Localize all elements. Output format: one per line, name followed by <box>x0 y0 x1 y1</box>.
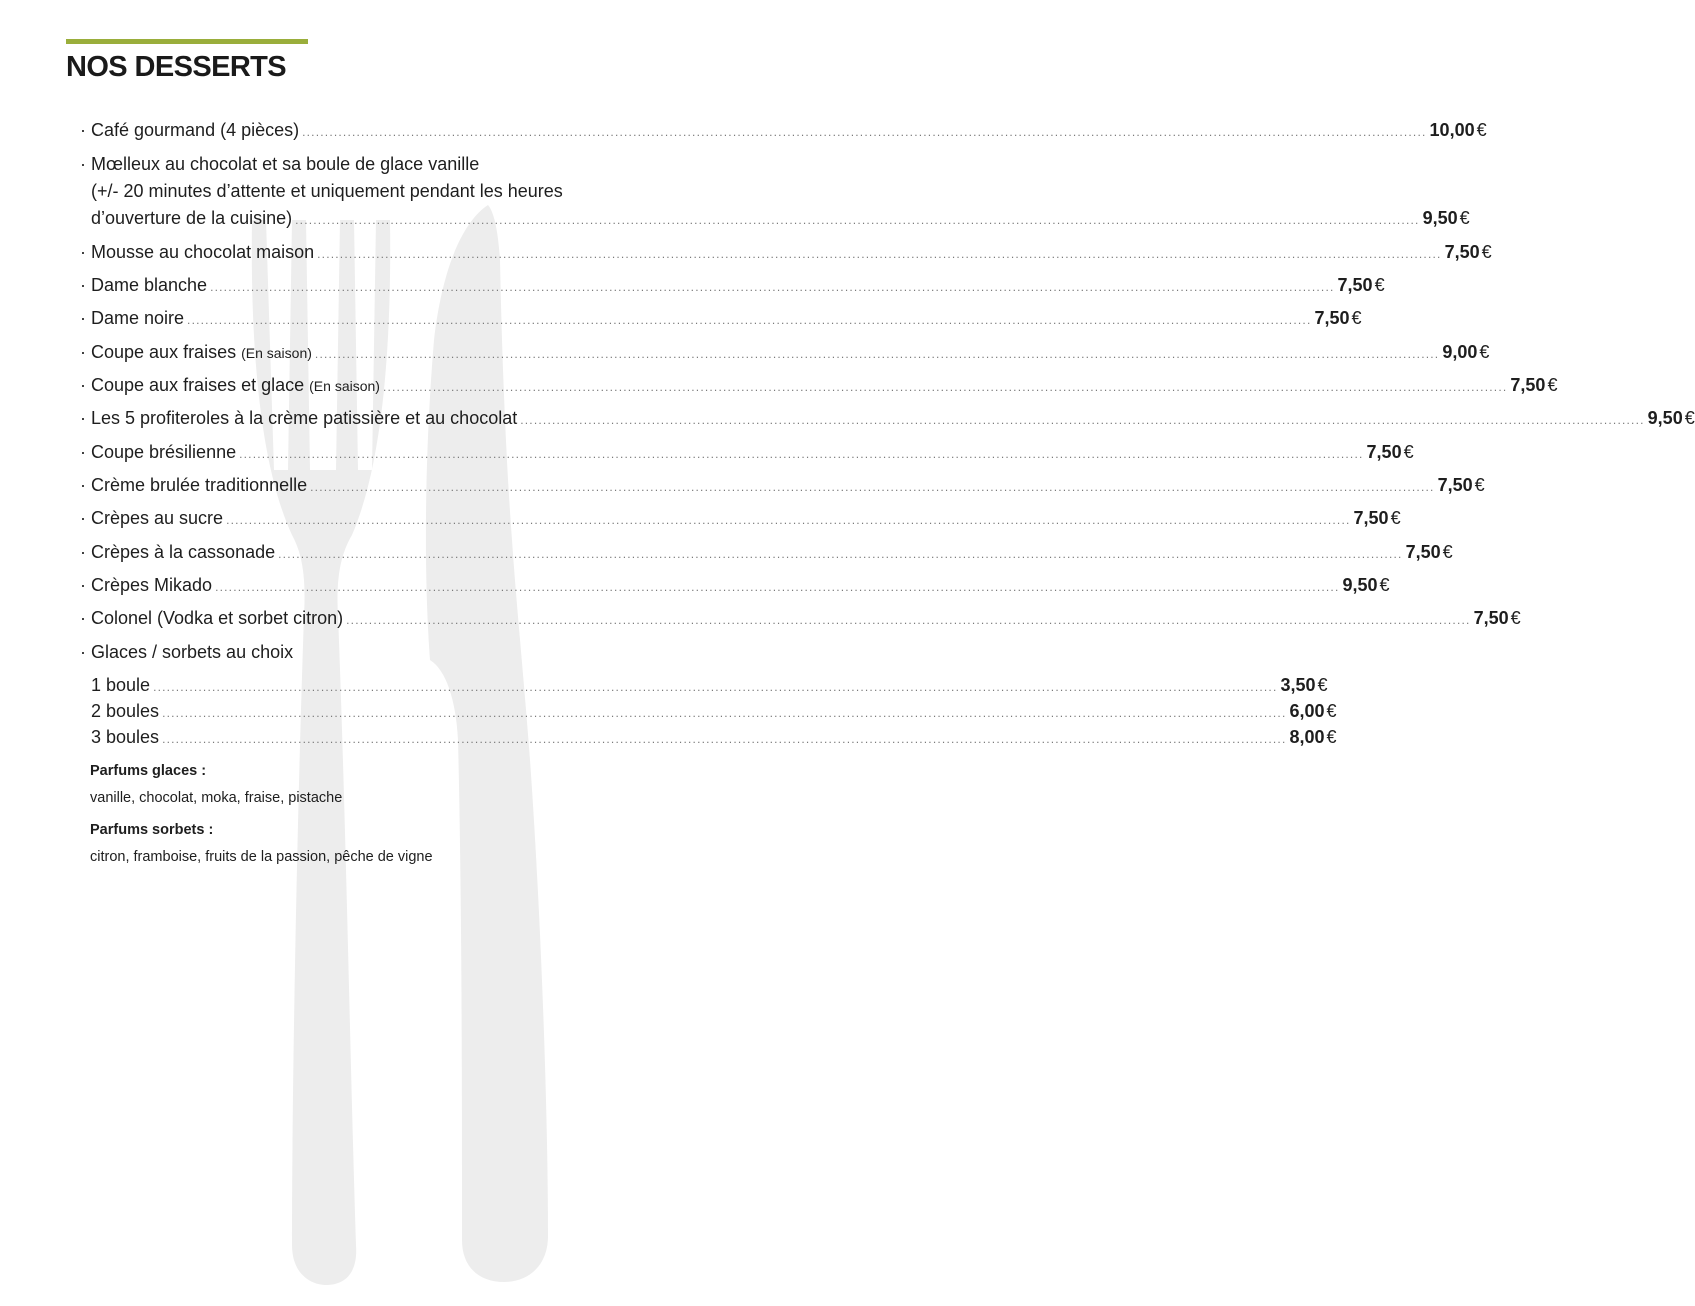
item-price: 7,50 € <box>1510 375 1558 395</box>
season-note: (En saison) <box>241 345 312 361</box>
item-price: 9,50 € <box>1422 208 1470 228</box>
item-price: 7,50 € <box>1314 308 1362 328</box>
item-label: Crèpes Mikado <box>91 575 213 595</box>
flavors-sorbet-heading: Parfums sorbets : <box>90 822 214 838</box>
item-price: 9,00 € <box>1442 342 1490 362</box>
menu-item <box>80 242 1492 263</box>
item-price: 10,00 € <box>1429 120 1487 140</box>
currency-symbol: € <box>1479 342 1490 362</box>
item-label: Colonel (Vodka et sorbet citron) <box>91 608 344 628</box>
item-price: 7,50 € <box>1366 442 1414 462</box>
dot-leader: ........................................................................................................................................................................................................................................................ <box>215 580 1340 594</box>
item-label: Crème brulée traditionnelle <box>91 475 308 495</box>
item-label: Crèpes au sucre <box>91 508 224 528</box>
item-price: 9,50 € <box>1647 408 1695 428</box>
bullet: · <box>80 342 86 362</box>
item-label: d’ouverture de la cuisine) <box>91 208 293 228</box>
currency-symbol: € <box>1459 208 1470 228</box>
item-label: Mœlleux au chocolat et sa boule de glace vanille <box>91 154 480 174</box>
item-label: Dame blanche <box>91 275 208 295</box>
bullet: · <box>80 608 86 628</box>
bullet: · <box>80 120 86 140</box>
item-label: Café gourmand (4 pièces) <box>91 120 300 140</box>
menu-item <box>80 575 1390 596</box>
dot-leader: ........................................................................................................................................................................................................................................................ <box>382 380 1508 394</box>
bullet: · <box>80 575 86 595</box>
item-label: Glaces / sorbets au choix <box>91 642 294 662</box>
menu-item-price-line <box>91 208 1470 229</box>
item-price: 7,50 € <box>1405 542 1453 562</box>
item-label: Crèpes à la cassonade <box>91 542 276 562</box>
currency-symbol: € <box>1474 475 1485 495</box>
currency-symbol: € <box>1684 408 1695 428</box>
item-label-continued: (+/- 20 minutes d’attente et uniquement pendant les heures <box>91 181 563 201</box>
bullet: · <box>80 475 86 495</box>
season-note: (En saison) <box>309 378 380 394</box>
title-accent-bar <box>66 39 308 44</box>
scoop-label: 3 boules <box>91 727 160 747</box>
bullet: · <box>80 275 86 295</box>
currency-symbol: € <box>1326 701 1337 721</box>
currency-symbol: € <box>1379 575 1390 595</box>
menu-item <box>80 542 1453 563</box>
scoop-price: 8,00 € <box>1289 727 1337 747</box>
item-label: Coupe aux fraises (En saison) <box>91 342 312 362</box>
currency-symbol: € <box>1326 727 1337 747</box>
bullet: · <box>80 308 86 328</box>
bullet: · <box>80 442 86 462</box>
item-price: 7,50 € <box>1473 608 1521 628</box>
dot-leader: ........................................................................................................................................................................................................................................................ <box>310 480 1435 494</box>
menu-item <box>80 120 1487 141</box>
dot-leader: ........................................................................................................................................................................................................................................................ <box>317 247 1442 261</box>
menu-item <box>80 275 1385 296</box>
currency-symbol: € <box>1547 375 1558 395</box>
item-price: 7,50 € <box>1437 475 1485 495</box>
menu-item <box>80 408 1695 429</box>
scoop-price: 6,00 € <box>1289 701 1337 721</box>
scoop-price: 3,50 € <box>1280 675 1328 695</box>
item-price: 7,50 € <box>1444 242 1492 262</box>
bullet: · <box>80 242 86 262</box>
dot-leader: ........................................................................................................................................................................................................................................................ <box>153 680 1278 694</box>
menu-item <box>80 375 1558 396</box>
dot-leader: ........................................................................................................................................................................................................................................................ <box>520 413 1645 427</box>
scoop-label: 2 boules <box>91 701 160 721</box>
dot-leader: ........................................................................................................................................................................................................................................................ <box>162 732 1287 746</box>
bullet: · <box>80 508 86 528</box>
menu-item <box>80 342 1490 363</box>
dot-leader: ........................................................................................................................................................................................................................................................ <box>187 313 1312 327</box>
dot-leader: ........................................................................................................................................................................................................................................................ <box>302 125 1427 139</box>
menu-item <box>80 475 1485 496</box>
currency-symbol: € <box>1390 508 1401 528</box>
currency-symbol: € <box>1317 675 1328 695</box>
currency-symbol: € <box>1351 308 1362 328</box>
scoop-option <box>91 675 1328 696</box>
menu-item <box>80 642 728 663</box>
scoop-option <box>91 701 1337 722</box>
item-label: Mousse au chocolat maison <box>91 242 315 262</box>
bullet: · <box>80 154 86 174</box>
currency-symbol: € <box>1481 242 1492 262</box>
item-label: Les 5 profiteroles à la crème patissière et au chocolat <box>91 408 518 428</box>
item-price: 7,50 € <box>1337 275 1385 295</box>
dot-leader: ........................................................................................................................................................................................................................................................ <box>278 547 1403 561</box>
menu-item <box>80 442 1414 463</box>
item-label: Coupe brésilienne <box>91 442 237 462</box>
item-label: Dame noire <box>91 308 185 328</box>
bullet: · <box>80 642 86 662</box>
dot-leader: ........................................................................................................................................................................................................................................................ <box>239 447 1364 461</box>
flavors-sorbet-list: citron, framboise, fruits de la passion, pêche de vigne <box>90 849 433 865</box>
currency-symbol: € <box>1374 275 1385 295</box>
dot-leader: ........................................................................................................................................................................................................................................................ <box>162 706 1287 720</box>
flavors-ice-cream-list: vanille, chocolat, moka, fraise, pistache <box>90 790 343 806</box>
item-price: 7,50 € <box>1353 508 1401 528</box>
item-price: 9,50 € <box>1342 575 1390 595</box>
bullet: · <box>80 375 86 395</box>
page-title: NOS DESSERTS <box>66 51 287 83</box>
flavors-ice-cream-heading: Parfums glaces : <box>90 763 207 779</box>
menu-item <box>80 154 728 175</box>
item-label: Coupe aux fraises et glace (En saison) <box>91 375 380 395</box>
currency-symbol: € <box>1442 542 1453 562</box>
currency-symbol: € <box>1510 608 1521 628</box>
menu-item <box>80 308 1362 329</box>
scoop-label: 1 boule <box>91 675 151 695</box>
dot-leader: ........................................................................................................................................................................................................................................................ <box>295 213 1420 227</box>
menu-item <box>80 508 1401 529</box>
currency-symbol: € <box>1403 442 1414 462</box>
dot-leader: ........................................................................................................................................................................................................................................................ <box>314 347 1440 361</box>
dot-leader: ........................................................................................................................................................................................................................................................ <box>346 613 1471 627</box>
bullet: · <box>80 542 86 562</box>
bullet: · <box>80 408 86 428</box>
dot-leader: ........................................................................................................................................................................................................................................................ <box>226 513 1351 527</box>
scoop-option <box>91 727 1337 748</box>
menu-item <box>80 608 1521 629</box>
dot-leader: ........................................................................................................................................................................................................................................................ <box>210 280 1335 294</box>
currency-symbol: € <box>1476 120 1487 140</box>
